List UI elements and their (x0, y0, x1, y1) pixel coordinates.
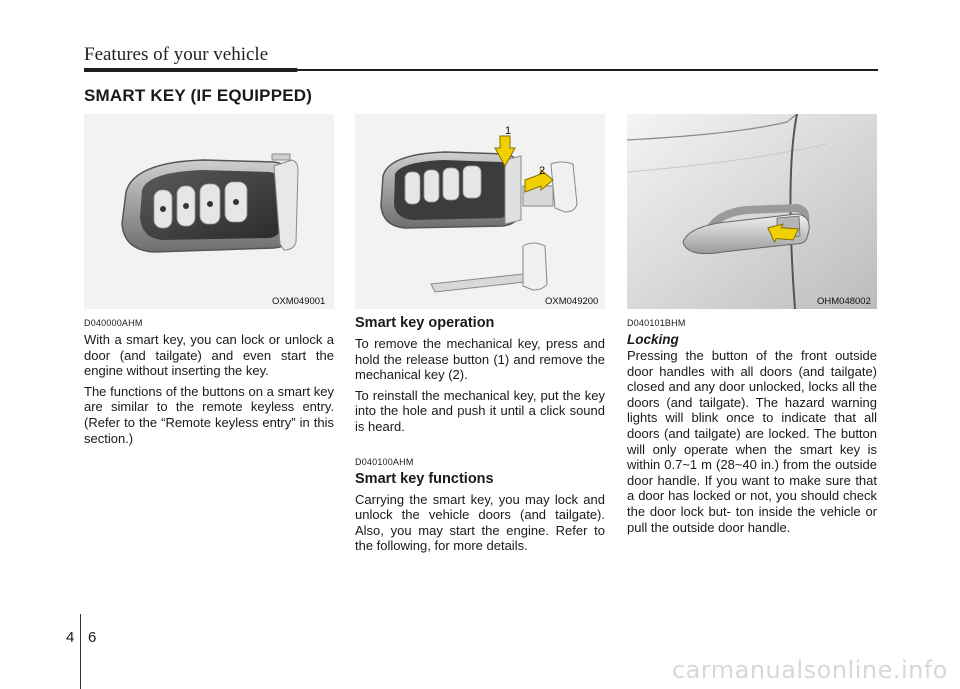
section-heading: Locking (627, 332, 679, 347)
section-title: SMART KEY (IF EQUIPPED) (84, 86, 313, 105)
column-1 (84, 318, 334, 451)
callout-1: 1 (505, 125, 512, 137)
chapter-number: 4 (66, 629, 75, 646)
doc-code: D040101BHM (627, 318, 686, 328)
figure-smart-key (84, 114, 334, 309)
doc-code: D040000AHM (84, 318, 143, 328)
figure-code: OXM049001 (272, 296, 326, 307)
section-heading: Smart key functions (355, 470, 494, 487)
door-handle-button-icon (627, 114, 877, 309)
column-3 (627, 318, 877, 540)
figure-door-handle (627, 114, 877, 309)
paragraph: With a smart key, you can lock or unlock a door (and tailgate) and even start the engine without inserting the key. (84, 332, 334, 379)
figure-mechanical-key (355, 114, 605, 309)
paragraph: Carrying the smart key, you may lock and unlock the vehicle doors (and tailgate). Also, you may start the engine. Refer to the following, for more details. (355, 491, 605, 554)
figure-code: OHM048002 (817, 296, 871, 307)
section-heading: Smart key operation (355, 315, 495, 331)
callout-2: 2 (539, 165, 546, 177)
doc-code: D040100AHM (355, 456, 414, 467)
smart-key-mechanical-key-icon (355, 114, 605, 309)
paragraph: To remove the mechanical key, press and hold the release button (1) and remove the mechanical key (2). (355, 336, 605, 383)
column-2 (355, 315, 605, 559)
paragraph: To reinstall the mechanical key, put the key into the hole and push it until a click sound is heard. (355, 387, 605, 434)
paragraph: The functions of the buttons on a smart key are similar to the remote keyless entry. (Refer to the “Remote keyless entry” in this section.) (84, 383, 334, 446)
page-number: 6 (88, 629, 97, 646)
smart-key-fob-icon (84, 114, 334, 309)
page-separator (80, 614, 81, 689)
watermark: carmanualsonline.info (671, 656, 948, 684)
paragraph: Pressing the button of the front outside door handles with all doors (and tailgate) closed and any door unlocked, locks all the doors (and tailgate). The hazard warning lights will blink once to indicate that all doors (and tailgate) are locked. The button will only operate when the smart key is within 0.7~1 m (28~40 in.) from the outside door handle. If you want to make sure that a door has locked or not, you should check the door lock but- ton inside the vehicle or pull the outside door handle. (627, 348, 877, 535)
header-rule (84, 68, 878, 72)
page-header-title: Features of your vehicle (84, 44, 269, 65)
figure-code: OXM049200 (545, 296, 599, 307)
